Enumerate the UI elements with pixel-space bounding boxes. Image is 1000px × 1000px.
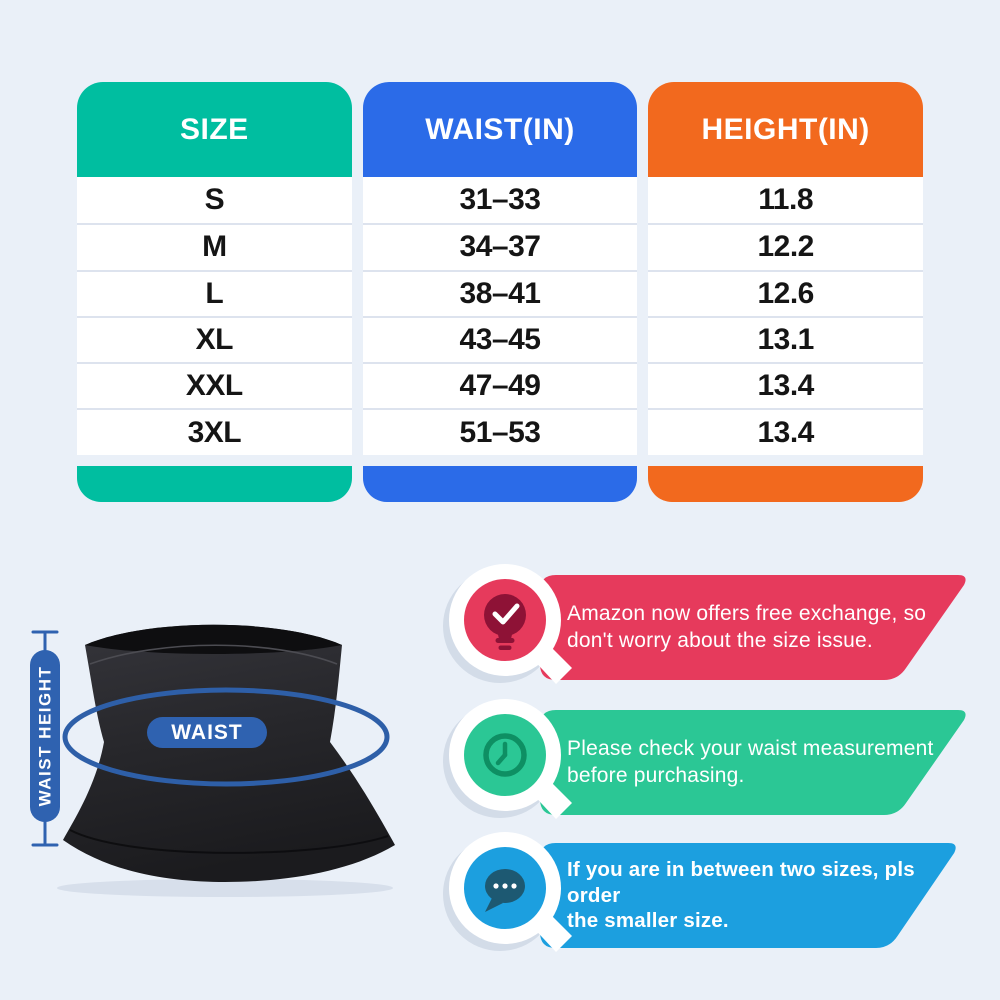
callout-badge: [440, 558, 580, 698]
height-column-body: [648, 177, 923, 455]
waist-column-footer: [363, 466, 638, 502]
table-cell: M: [77, 223, 352, 269]
table-cell: XL: [77, 316, 352, 362]
table-cell: 13.4: [648, 408, 923, 454]
waist-trainer-diagram: [10, 598, 430, 910]
table-cell: 38–41: [363, 270, 638, 316]
callout-line: don't worry about the size issue.: [567, 628, 873, 652]
table-cell: 12.2: [648, 223, 923, 269]
callout-line: the smaller size.: [567, 909, 729, 933]
belt-opening: [85, 625, 342, 654]
table-cell: 34–37: [363, 223, 638, 269]
waist-tag-label: WAIST: [171, 721, 243, 744]
callout-text: [567, 710, 957, 815]
waist-column-header: WAIST(IN): [363, 82, 638, 177]
waist-height-label: WAIST HEIGHT: [35, 665, 55, 807]
waist-height-measure: [30, 632, 60, 845]
height-column-footer: [648, 466, 923, 502]
size-column-body: [77, 177, 352, 455]
table-cell: S: [204, 183, 225, 217]
callout-text: [567, 843, 957, 948]
size-column: [77, 82, 352, 502]
table-cell: 13.4: [648, 362, 923, 408]
table-cell: 3XL: [77, 408, 352, 454]
waist-column: [363, 82, 638, 502]
callout-line: If you are in between two sizes, pls order: [567, 858, 915, 907]
callout-between-sizes: [440, 826, 1000, 961]
table-cell: 51–53: [363, 408, 638, 454]
callout-text: [567, 575, 957, 680]
size-column-footer: [77, 466, 352, 502]
size-table: [77, 82, 923, 502]
callout-check-measurement: [440, 693, 1000, 828]
table-cell: 12.6: [648, 270, 923, 316]
table-cell: 13.1: [648, 316, 923, 362]
waist-tag: [147, 717, 267, 748]
table-cell: L: [77, 270, 352, 316]
height-column-header: HEIGHT(IN): [648, 82, 923, 177]
table-cell: 43–45: [363, 316, 638, 362]
callout-badge: [440, 693, 580, 833]
table-cell: 11.8: [758, 183, 814, 217]
callout-line: before purchasing.: [567, 763, 745, 787]
table-cell: 47–49: [363, 362, 638, 408]
callout-free-exchange: [440, 558, 1000, 693]
callout-badge: [440, 826, 580, 966]
height-column: [648, 82, 923, 502]
callout-line: Amazon now offers free exchange, so: [567, 602, 927, 626]
callout-line: Please check your waist measurement: [567, 737, 934, 761]
waist-column-body: [363, 177, 638, 455]
table-cell: 31–33: [459, 183, 541, 217]
size-column-header: SIZE: [77, 82, 352, 177]
table-cell: XXL: [77, 362, 352, 408]
